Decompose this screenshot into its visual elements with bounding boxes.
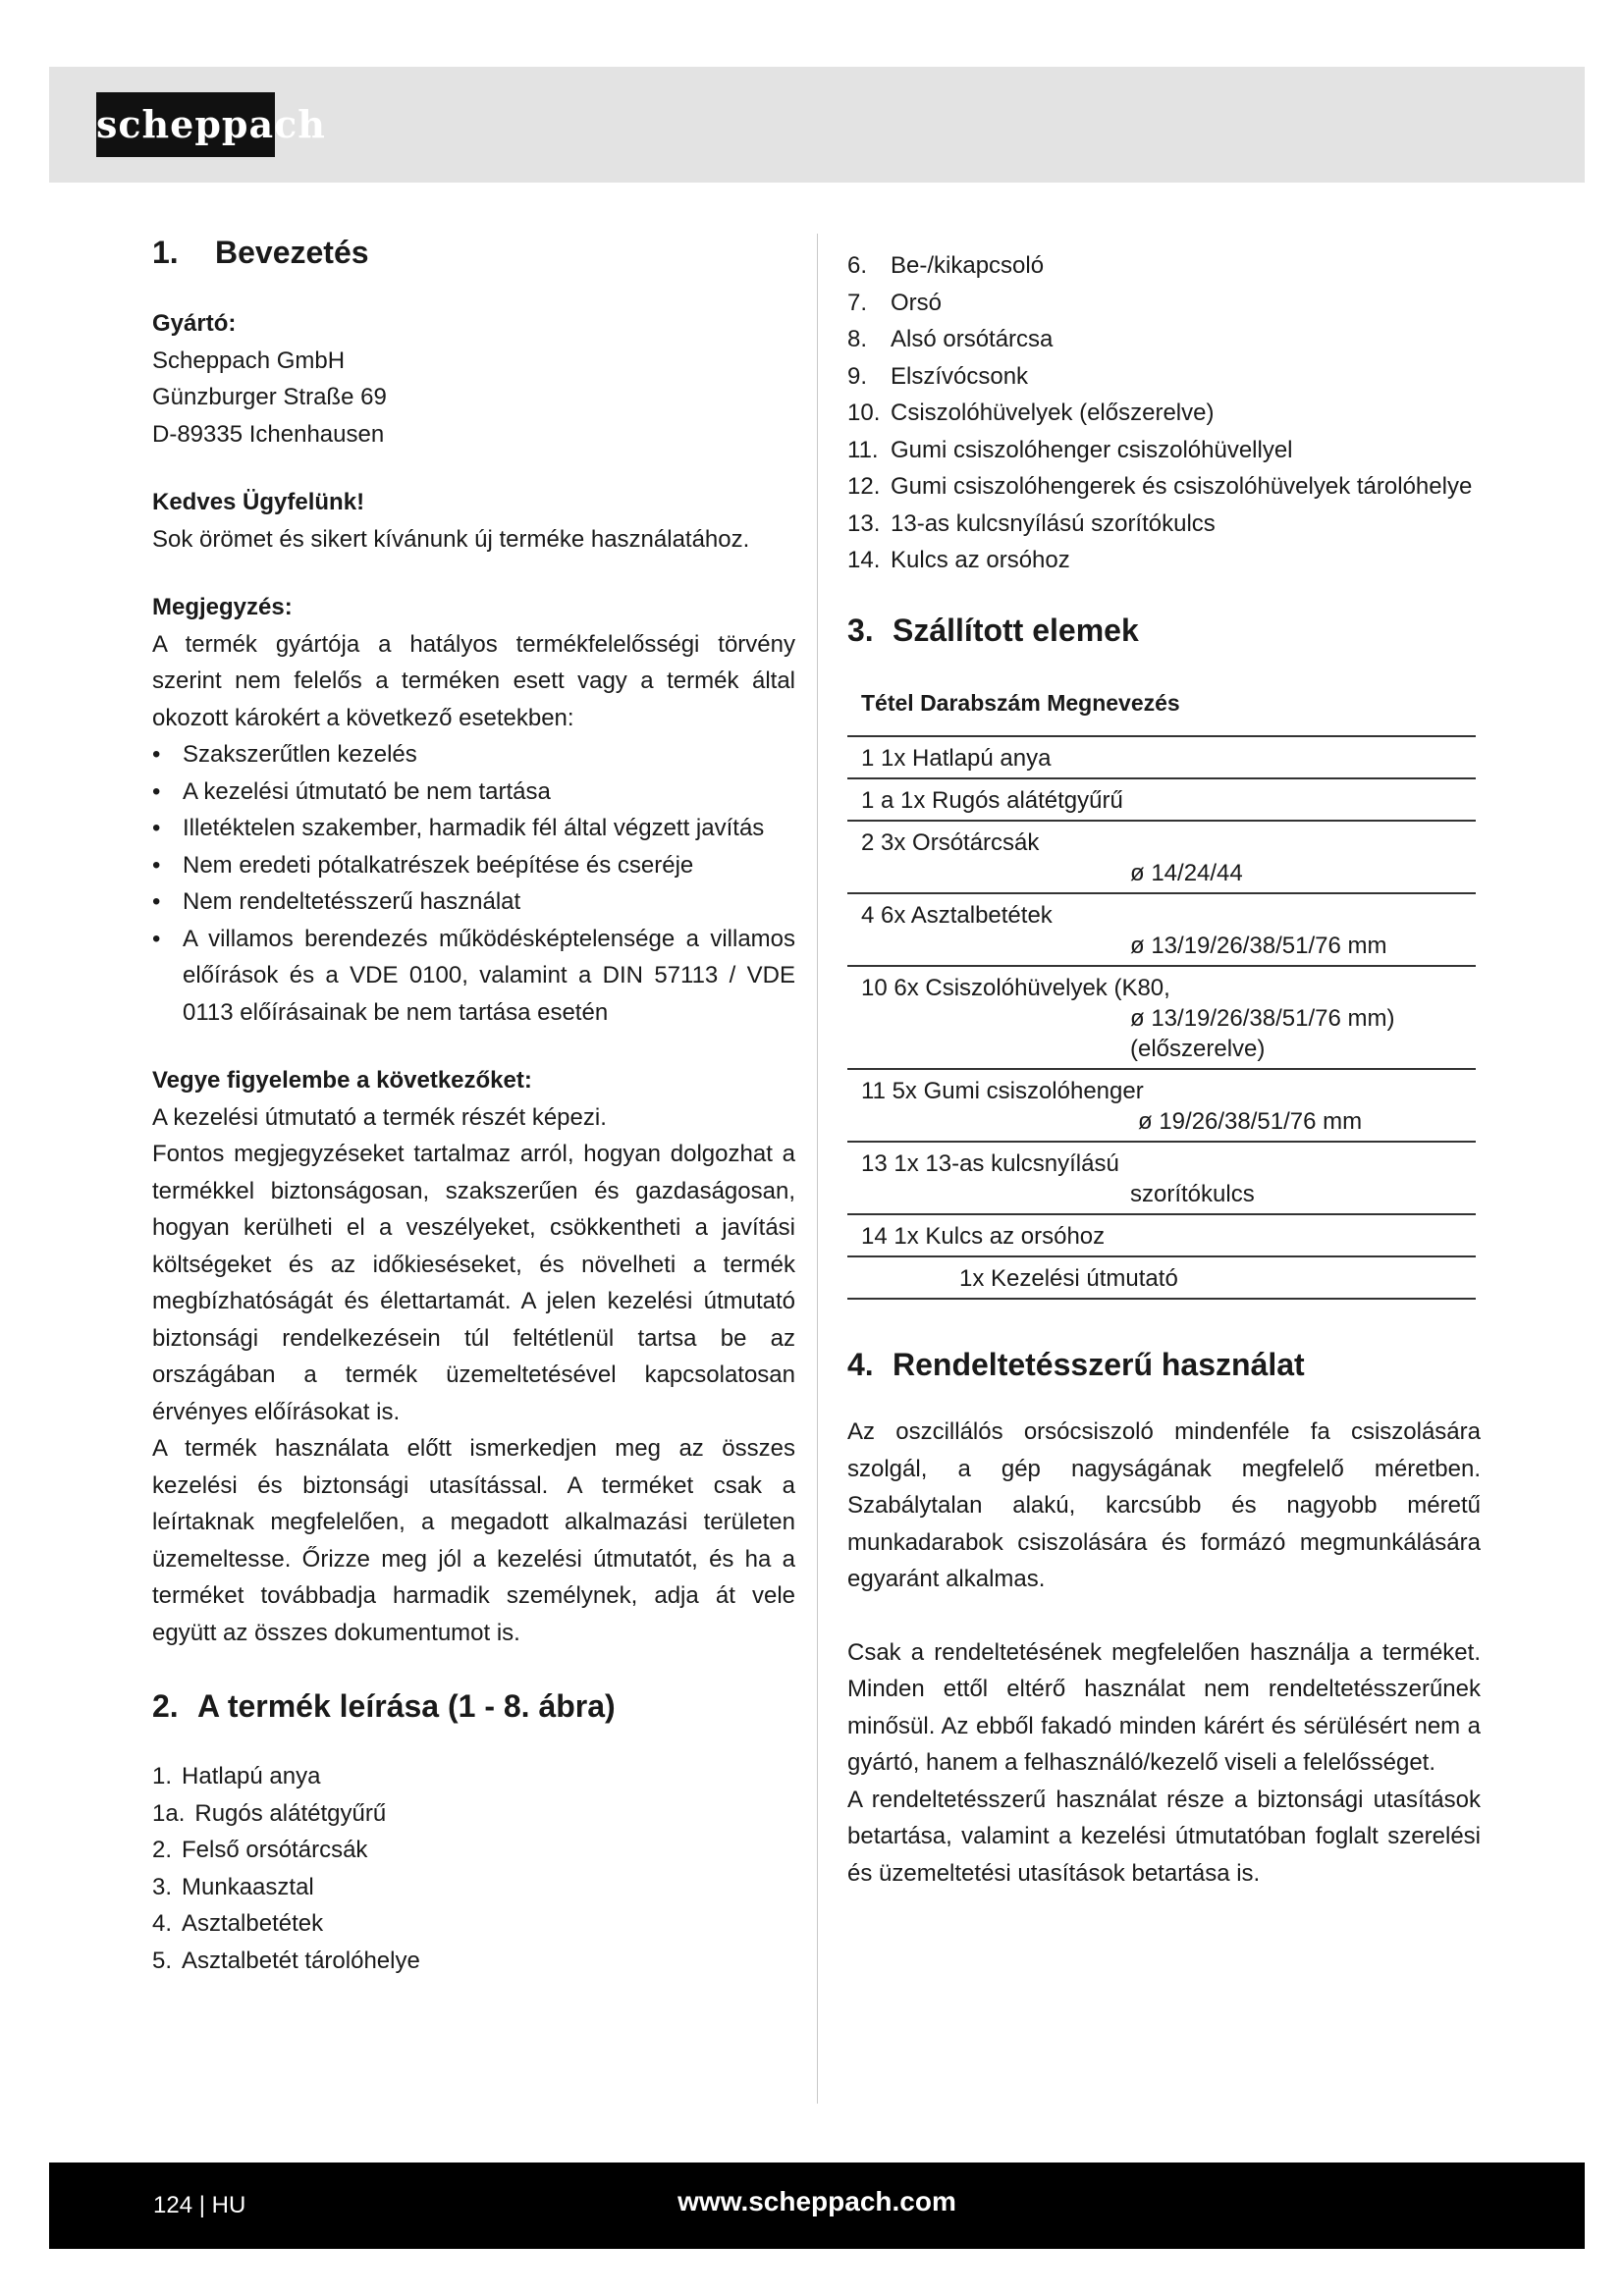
consider-paragraph: A kezelési útmutató a termék részét képezi. [152, 1103, 607, 1131]
list-item: 3. Munkaasztal [152, 1873, 314, 1900]
page-number: 124 | HU [153, 2192, 246, 2218]
consider-paragraph: Fontos megjegyzéseket tartalmaz arról, hogyan dolgozhat a termékkel biztonságosan, szakszerűen és gazdaságosan, hogyan kerülheti el a veszélyeket, csökkentheti a javítási költségeket és az időkieséseket, és növelheti a termék megbízhatóságát és élettartamát. A jelen kezelési útmutató biztonsági rendelkezésein túl feltétlenül tartsa be az országában a termék üzemeltetésével kapcsolatosan érvényes előírásokat is. [152, 1141, 795, 1425]
manufacturer-line: Günzburger Straße 69 [152, 384, 387, 410]
manufacturer-label: Gyártó: [152, 310, 237, 337]
table-row: 1x Kezelési útmutató [847, 1257, 1476, 1300]
list-item: 12. Gumi csiszolóhengerek és csiszolóhüvelyek tárolóhelye [847, 473, 1473, 500]
section-4-heading: 4. Rendeltetésszerű használat [847, 1347, 1305, 1382]
use-paragraph: Az oszcillálós orsócsiszoló mindenféle fa csiszolására szolgál, a gép nagyságának megfelelő méretben. Szabálytalan alakú, karcsúbb és nagyobb méretű munkadarabok csiszolására és formázó megmunkálására egyaránt alkalmas. [847, 1418, 1481, 1592]
left-column [152, 231, 795, 1979]
list-item: 14. Kulcs az orsóhoz [847, 547, 1070, 573]
list-item: • Illetéktelen szakember, harmadik fél által végzett javítás [152, 810, 795, 847]
table-row: 1 a 1x Rugós alátétgyűrű [847, 779, 1476, 822]
list-item: • Nem eredeti pótalkatrészek beépítése és cseréje [152, 847, 795, 884]
use-paragraph: Csak a rendeltetésének megfelelően használja a terméket. Minden ettől eltérő használat nem rendeltetésszerűnek minősül. Az ebből fakadó minden kárért és sérülésért nem a gyártó, hanem a felhasználó/kezelő viseli a felelősséget. [847, 1638, 1481, 1776]
parts-list [152, 1758, 795, 1979]
table-row: 10 6x Csiszolóhüvelyek (K80, ø 13/19/26/38/51/76 mm) (előszerelve) [847, 967, 1476, 1070]
list-item: 9. Elszívócsonk [847, 362, 1029, 390]
column-divider [817, 234, 818, 2104]
section-3-heading: 3. Szállított elemek [847, 612, 1139, 648]
manufacturer-line: Scheppach GmbH [152, 347, 346, 374]
scheppach-logo: scheppach [96, 92, 275, 157]
consider-paragraph: A termék használata előtt ismerkedjen meg az összes kezelési és biztonsági utasítással. A terméket csak a leírtaknak megfelelően, a megadott alkalmazási területen üzemeltesse. Őrizze meg jól a kezelési útmutatót, és ha a terméket továbbadja harmadik személynek, adja át vele együtt az összes dokumentumot is. [152, 1435, 795, 1646]
list-item: • Szakszerűtlen kezelés [152, 736, 795, 774]
list-item: 1a. Rugós alátétgyűrű [152, 1799, 387, 1827]
table-row: 1 1x Hatlapú anya [847, 737, 1476, 779]
list-item: 5. Asztalbetét tárolóhelye [152, 1947, 420, 1974]
parts-list-continued [847, 247, 1481, 579]
list-item: 6. Be-/kikapcsoló [847, 252, 1045, 279]
table-row: 4 6x Asztalbetétek ø 13/19/26/38/51/76 mm [847, 894, 1476, 967]
list-item: 7. Orsó [847, 289, 943, 316]
section-2-heading: 2. A termék leírása (1 - 8. ábra) [152, 1688, 616, 1724]
table-header: Tétel Darabszám Megnevezés [847, 675, 1476, 738]
greeting-heading: Kedves Ügyfelünk! [152, 489, 365, 515]
list-item: • A kezelési útmutató be nem tartása [152, 774, 795, 811]
greeting-text: Sok örömet és sikert kívánunk új terméke használatához. [152, 525, 750, 553]
table-row: 14 1x Kulcs az orsóhoz [847, 1215, 1476, 1257]
list-item: 13. 13-as kulcsnyílású szorítókulcs [847, 509, 1216, 537]
list-item: 1. Hatlapú anya [152, 1763, 321, 1789]
list-item: 8. Alsó orsótárcsa [847, 326, 1054, 352]
consider-heading: Vegye figyelembe a következőket: [152, 1067, 532, 1094]
list-item: • Nem rendeltetésszerű használat [152, 883, 795, 921]
list-item: 11. Gumi csiszolóhenger csiszolóhüvellyel [847, 436, 1293, 463]
table-row: 11 5x Gumi csiszolóhenger ø 19/26/38/51/76 mm [847, 1070, 1476, 1143]
list-item: 2. Felső orsótárcsák [152, 1837, 368, 1863]
note-list [152, 736, 795, 1031]
use-paragraph: A rendeltetésszerű használat része a biztonsági utasítások betartása, valamint a kezelési útmutatóban foglalt szerelési és üzemeltetési utasítások betartása is. [847, 1786, 1481, 1887]
section-1-heading: 1. Bevezetés [152, 235, 369, 270]
list-item: • A villamos berendezés működésképtelensége a villamos előírások és a VDE 0100, valamint a DIN 57113 / VDE 0113 előírásainak be nem tartása esetén [152, 921, 795, 1032]
table-row: 13 1x 13-as kulcsnyílású szorítókulcs [847, 1143, 1476, 1215]
website-link[interactable]: www.scheppach.com [677, 2186, 956, 2216]
note-heading: Megjegyzés: [152, 594, 293, 620]
list-item: 4. Asztalbetétek [152, 1910, 324, 1937]
note-text: A termék gyártója a hatályos termékfelelősségi törvény szerint nem felelős a terméken esett vagy a termék által okozott károkért a következő esetekben: [152, 630, 795, 731]
manufacturer-line: D-89335 Ichenhausen [152, 420, 385, 448]
footer-bar [49, 2163, 1585, 2249]
right-column [847, 247, 1481, 1892]
list-item: 10. Csiszolóhüvelyek (előszerelve) [847, 400, 1215, 426]
delivery-table [847, 675, 1476, 1301]
header-band [49, 67, 1585, 183]
table-row: 2 3x Orsótárcsák ø 14/24/44 [847, 822, 1476, 894]
